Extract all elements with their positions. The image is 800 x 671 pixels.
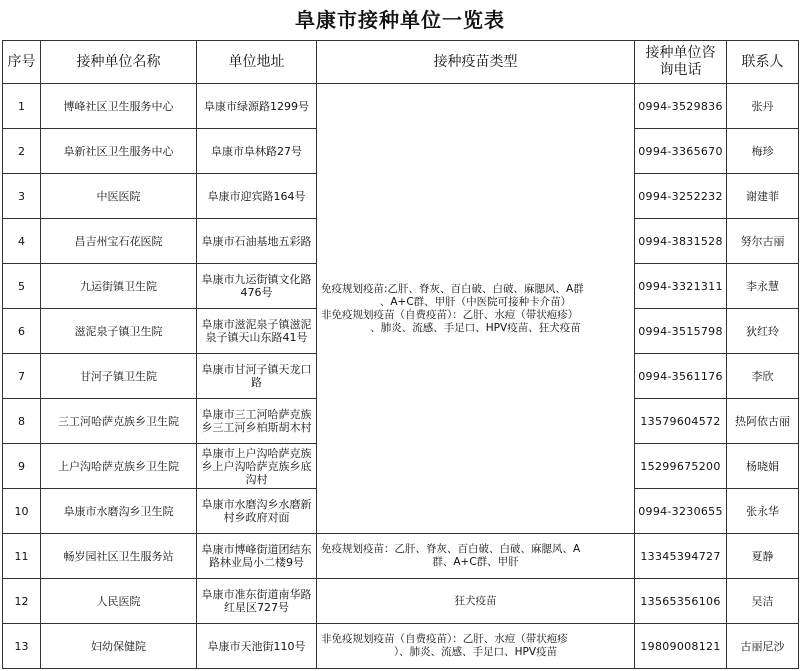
cell-vaccines-group-12: 狂犬疫苗 bbox=[317, 579, 635, 624]
vaccine-line: 非免疫规划疫苗（自费疫苗）：乙肝、水痘（带状疱疹 bbox=[321, 633, 568, 645]
cell-name: 甘河子镇卫生院 bbox=[41, 354, 197, 399]
cell-seq: 5 bbox=[3, 264, 41, 309]
cell-contact: 杨晓娟 bbox=[727, 444, 799, 489]
table-header-row bbox=[3, 41, 799, 84]
cell-seq: 6 bbox=[3, 309, 41, 354]
vaccine-line: 免疫规划疫苗：乙肝、脊灰、百白破、白破、麻腮风、A bbox=[321, 543, 581, 555]
cell-phone: 15299675200 bbox=[635, 444, 727, 489]
cell-contact: 李永慧 bbox=[727, 264, 799, 309]
cell-contact: 狄红玲 bbox=[727, 309, 799, 354]
cell-phone: 0994-3252232 bbox=[635, 174, 727, 219]
cell-vaccines-group-11 bbox=[317, 534, 635, 579]
cell-phone: 0994-3831528 bbox=[635, 219, 727, 264]
cell-name: 阜新社区卫生服务中心 bbox=[41, 129, 197, 174]
cell-seq: 4 bbox=[3, 219, 41, 264]
cell-address: 阜康市滋泥泉子镇滋泥泉子镇天山东路41号 bbox=[197, 309, 317, 354]
cell-name: 人民医院 bbox=[41, 579, 197, 624]
cell-address: 阜康市甘河子镇天龙口路 bbox=[197, 354, 317, 399]
cell-address: 阜康市阜林路27号 bbox=[197, 129, 317, 174]
cell-vaccines-group-13 bbox=[317, 624, 635, 669]
vaccine-line: 群、A+C群、甲肝 bbox=[432, 556, 519, 568]
cell-seq: 9 bbox=[3, 444, 41, 489]
table-row bbox=[3, 624, 799, 669]
cell-phone: 0994-3515798 bbox=[635, 309, 727, 354]
cell-contact: 谢建菲 bbox=[727, 174, 799, 219]
cell-address: 阜康市准东街道南华路红星区727号 bbox=[197, 579, 317, 624]
cell-name: 九运街镇卫生院 bbox=[41, 264, 197, 309]
cell-contact: 梅珍 bbox=[727, 129, 799, 174]
cell-name: 博峰社区卫生服务中心 bbox=[41, 84, 197, 129]
cell-vaccines-group-1-10 bbox=[317, 84, 635, 534]
cell-name: 上户沟哈萨克族乡卫生院 bbox=[41, 444, 197, 489]
vaccination-units-table bbox=[2, 40, 799, 669]
cell-phone: 19809008121 bbox=[635, 624, 727, 669]
vaccine-line: 、A+C群、甲肝（中医院可接种卡介苗） bbox=[379, 295, 572, 308]
cell-address: 阜康市三工河哈萨克族乡三工河乡柏斯胡木村 bbox=[197, 399, 317, 444]
cell-contact: 李欣 bbox=[727, 354, 799, 399]
cell-address: 阜康市九运街镇文化路476号 bbox=[197, 264, 317, 309]
header-contact: 联系人 bbox=[727, 41, 799, 84]
cell-contact: 古丽尼沙 bbox=[727, 624, 799, 669]
cell-contact: 吴洁 bbox=[727, 579, 799, 624]
cell-name: 三工河哈萨克族乡卫生院 bbox=[41, 399, 197, 444]
cell-contact: 热阿依古丽 bbox=[727, 399, 799, 444]
cell-phone: 0994-3529836 bbox=[635, 84, 727, 129]
cell-name: 滋泥泉子镇卫生院 bbox=[41, 309, 197, 354]
cell-seq: 11 bbox=[3, 534, 41, 579]
cell-name: 昌吉州宝石花医院 bbox=[41, 219, 197, 264]
cell-name: 畅岁园社区卫生服务站 bbox=[41, 534, 197, 579]
cell-contact: 张永华 bbox=[727, 489, 799, 534]
cell-seq: 8 bbox=[3, 399, 41, 444]
cell-address: 阜康市迎宾路164号 bbox=[197, 174, 317, 219]
cell-seq: 12 bbox=[3, 579, 41, 624]
header-address: 单位地址 bbox=[197, 41, 317, 84]
page-title: 阜康市接种单位一览表 bbox=[295, 8, 505, 32]
table-row bbox=[3, 84, 799, 129]
header-phone bbox=[635, 41, 727, 84]
cell-seq: 7 bbox=[3, 354, 41, 399]
cell-seq: 10 bbox=[3, 489, 41, 534]
vaccine-line: 、肺炎、流感、手足口、HPV疫苗、狂犬疫苗 bbox=[370, 321, 581, 334]
vaccine-line: 非免疫规划疫苗（自费疫苗）：乙肝、水痘（带状疱疹） bbox=[321, 308, 579, 321]
cell-address: 阜康市博峰街道团结东路林业局小二楼9号 bbox=[197, 534, 317, 579]
cell-address: 阜康市绿源路1299号 bbox=[197, 84, 317, 129]
cell-contact: 夏静 bbox=[727, 534, 799, 579]
cell-phone: 13565356106 bbox=[635, 579, 727, 624]
cell-name: 中医医院 bbox=[41, 174, 197, 219]
cell-seq: 13 bbox=[3, 624, 41, 669]
cell-name: 妇幼保健院 bbox=[41, 624, 197, 669]
cell-phone: 0994-3321311 bbox=[635, 264, 727, 309]
cell-address: 阜康市石油基地五彩路 bbox=[197, 219, 317, 264]
cell-address: 阜康市天池街110号 bbox=[197, 624, 317, 669]
cell-contact: 努尔古丽 bbox=[727, 219, 799, 264]
header-name: 接种单位名称 bbox=[41, 41, 197, 84]
table-row bbox=[3, 579, 799, 624]
cell-phone: 0994-3230655 bbox=[635, 489, 727, 534]
table-row bbox=[3, 534, 799, 579]
cell-seq: 2 bbox=[3, 129, 41, 174]
header-phone-line2: 询电话 bbox=[659, 62, 702, 78]
cell-name: 阜康市水磨沟乡卫生院 bbox=[41, 489, 197, 534]
cell-seq: 3 bbox=[3, 174, 41, 219]
header-vaccines: 接种疫苗类型 bbox=[317, 41, 635, 84]
vaccine-line: 免疫规划疫苗:乙肝、脊灰、百白破、白破、麻腮风、A群 bbox=[321, 282, 584, 295]
cell-phone: 0994-3365670 bbox=[635, 129, 727, 174]
cell-address: 阜康市上户沟哈萨克族乡上户沟哈萨克族乡底沟村 bbox=[197, 444, 317, 489]
cell-contact: 张丹 bbox=[727, 84, 799, 129]
cell-address: 阜康市水磨沟乡水磨新村乡政府对面 bbox=[197, 489, 317, 534]
header-seq: 序号 bbox=[3, 41, 41, 84]
header-phone-line1: 接种单位咨 bbox=[645, 45, 716, 61]
vaccine-line: ）、肺炎、流感、手足口、HPV疫苗 bbox=[393, 646, 558, 658]
cell-phone: 0994-3561176 bbox=[635, 354, 727, 399]
cell-phone: 13345394727 bbox=[635, 534, 727, 579]
cell-phone: 13579604572 bbox=[635, 399, 727, 444]
cell-seq: 1 bbox=[3, 84, 41, 129]
